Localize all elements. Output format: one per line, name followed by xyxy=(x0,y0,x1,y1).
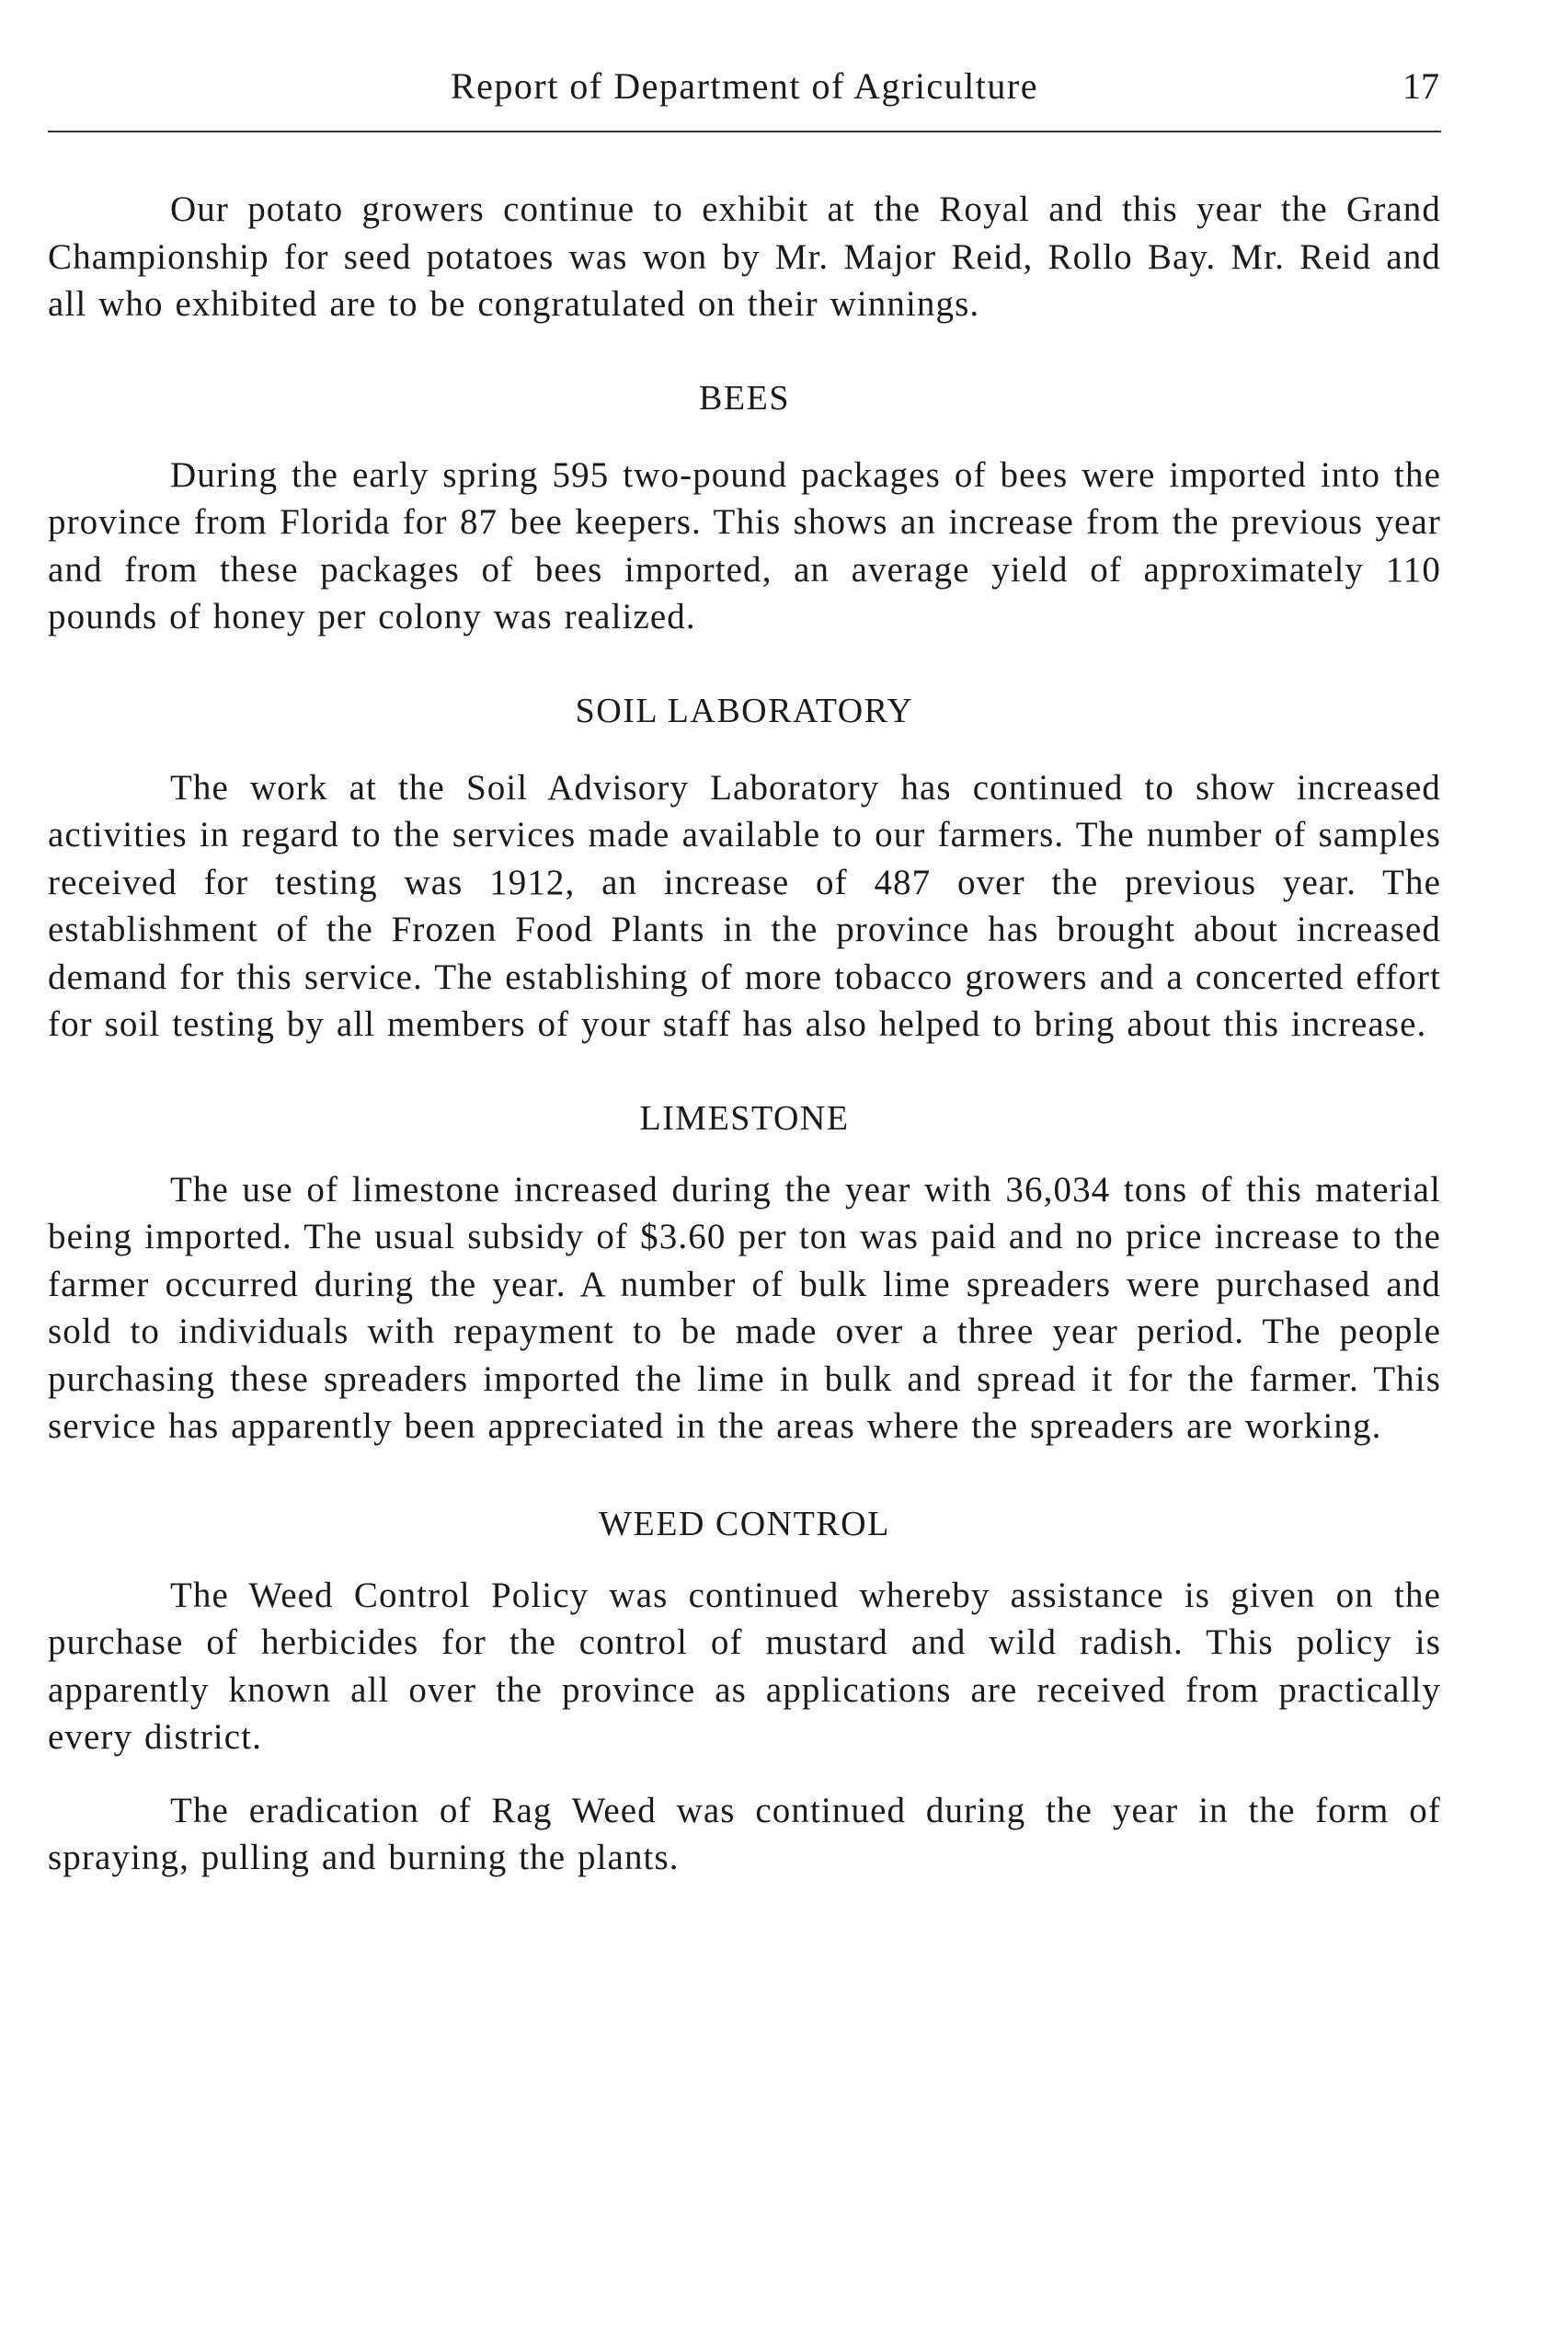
section-heading-limestone: LIMESTONE xyxy=(639,1098,850,1138)
soil-laboratory-paragraph: The work at the Soil Advisory Laboratory has continued to show increased activities in regard to the services made available to our farmers. The number of samples received for testing was 1912, an increase of 487 over the previous year. The establishment of the Frozen Food Plants in the province has brought about increased demand for this service. The establishing of more tobacco growers and a concerted effort for soil testing by all members of your staff has also helped to bring about this increase. xyxy=(48,767,1441,1044)
section-heading-bees: BEES xyxy=(699,378,790,418)
limestone-paragraph: The use of limestone increased during the year with 36,034 tons of this material being imported. The usual subsidy of $3.60 per ton was paid and no price increase to the farmer occurred during the year. A number of bulk lime spreaders were purchased and sold to individuals with repayment to be made over a three year period. The people purchasing these spreaders imported the lime in bulk and spread it for the farmer. This service has apparently been appreciated in the areas where the spreaders are working. xyxy=(48,1169,1441,1446)
weed-control-paragraph-1: The Weed Control Policy was continued whereby assistance is given on the purchase of herbicides for the control of mustard and wild radish. This policy is apparently known all over the province as applications are received from practically every district. xyxy=(48,1575,1441,1757)
weed-control-paragraph-2: The eradication of Rag Weed was continued during the year in the form of spraying, pulling and burning the plants. xyxy=(48,1790,1441,1877)
section-heading-weed-control: WEED CONTROL xyxy=(599,1504,890,1543)
bees-paragraph: During the early spring 595 two-pound packages of bees were imported into the province from Florida for 87 bee keepers. This shows an increase from the previous year and from these packages of bees imported, an average yield of approximately 110 pounds of honey per colony was realized. xyxy=(48,454,1441,636)
running-header xyxy=(48,64,1441,132)
page-number: 17 xyxy=(1402,65,1439,107)
body-text xyxy=(48,186,1441,1882)
section-heading-soil-laboratory: SOIL LABORATORY xyxy=(575,691,914,730)
intro-paragraph: Our potato growers continue to exhibit at the Royal and this year the Grand Championship for seed potatoes was won by Mr. Major Reid, Rollo Bay. Mr. Reid and all who exhibited are to be congratulated on their winnings. xyxy=(48,189,1441,324)
running-title: Report of Department of Agriculture xyxy=(451,65,1038,107)
document-page xyxy=(48,64,1441,1882)
